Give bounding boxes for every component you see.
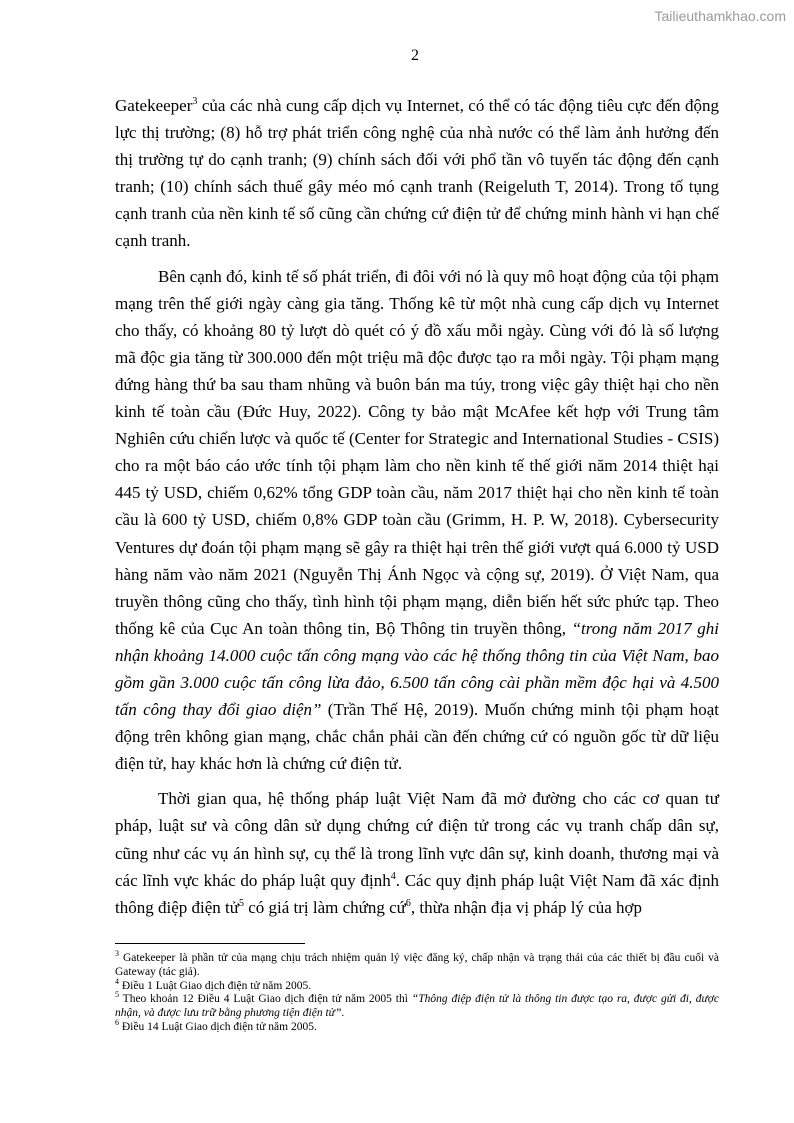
footnote-3-number: 3 [115, 949, 119, 959]
watermark: Tailieuthamkhao.com [654, 8, 786, 24]
footnote-4 [115, 976, 719, 994]
footnote-3 [115, 949, 719, 980]
paragraph-1-lead: Gatekeeper [115, 96, 193, 115]
footnote-ref-5[interactable]: 5 [238, 897, 244, 909]
paragraph-3-text-b: . Các quy định pháp luật Việt Nam đã xác định thông điệp điện tử [115, 870, 719, 917]
footnote-5 [115, 990, 720, 1021]
paragraph-3-text-a: Thời gian qua, hệ thống pháp luật Việt Nam đã mở đường cho các cơ quan tư pháp, luật sư và công dân sử dụng chứng cứ điện tử trong các vụ tranh chấp dân sự, cũng như các vụ án hình sự, cụ thể là trong lĩnh vực dân sự, kinh doanh, thương mại và các lĩnh vực khác do pháp luật quy định [115, 789, 719, 890]
paragraph-3-text-c: có giá trị làm chứng cứ [243, 897, 406, 917]
paragraph-2-text: Bên cạnh đó, kinh tế số phát triển, đi đôi với nó là quy mô hoạt động của tội phạm mạng trên thế giới ngày càng gia tăng. Thống kê từ một nhà cung cấp dịch vụ Internet cho thấy, có khoảng 80 tỷ lượt dò quét có ý đồ xấu mỗi ngày. Cùng với đó là số lượng mã độc gia tăng từ 300.000 đến một triệu mã độc được tạo ra mỗi ngày. Tội phạm mạng đứng hàng thứ ba sau tham nhũng và buôn bán ma túy, trong việc gây thiệt hại cho nền kinh tế toàn cầu (Đức Huy, 2022). Công ty bảo mật McAfee kết hợp với Trung tâm Nghiên cứu chiến lược và quốc tế (Center for Strategic and International Studies - CSIS) cho ra một báo cáo ước tính tội phạm làm cho nền kinh tế thế giới năm 2014 thiệt hại 445 tỷ USD, chiếm 0,62% tổng GDP toàn cầu, năm 2017 thiệt hại cho nền kinh tế toàn cầu là 600 tỷ USD, chiếm 0,8% GDP toàn cầu (Grimm, H. P. W, 2018). Cybersecurity Ventures dự đoán tội phạm mạng sẽ gây ra thiệt hại trên thế giới vượt quá 6.000 tỷ USD hàng năm vào năm 2021 (Nguyễn Thị Ánh Ngọc và cộng sự, 2019). Ở Việt Nam, qua truyền thông cũng cho thấy, tình hình tội phạm mạng, diễn biến hết sức phức tạp. Theo thống kê của Cục An toàn thông tin, Bộ Thông tin truyền thông, [115, 266, 719, 638]
footnote-5-text: Theo khoản 12 Điều 4 Luật Giao dịch điện tử năm 2005 thì [119, 993, 412, 1006]
footnote-ref-6[interactable]: 6 [405, 897, 411, 909]
footnote-6-text: Điều 14 Luật Giao dịch điện tử năm 2005. [119, 1020, 317, 1033]
paragraph-1-text: của các nhà cung cấp dịch vụ Internet, có thể có tác động tiêu cực đến động lực thị trường; (8) hỗ trợ phát triển công nghệ của nhà nước có thể làm ảnh hưởng đến thị trường tự do cạnh tranh; (9) chính sách đối với phổ tần vô tuyến tác động đến cạnh tranh; (10) chính sách thuế gây méo mó cạnh tranh (Reigeluth T, 2014). Trong tố tụng cạnh tranh của nền kinh tế số cũng cần chứng cứ điện tử để chứng minh hành vi hạn chế cạnh tranh. [115, 96, 719, 251]
footnote-separator [115, 943, 305, 944]
footnotes [115, 949, 720, 1035]
page-number: 2 [411, 47, 419, 64]
footnote-5-quote: “Thông điệp điện tử là thông tin được tạo ra, được gửi đi, được nhận, và được lưu trữ bằng phương tiện điện tử” [115, 993, 720, 1020]
document-body [115, 92, 719, 921]
paragraph-2-tail: (Trần Thế Hệ, 2019). Muốn chứng minh tội phạm hoạt động trên không gian mạng, chắc chắn phải cần đến chứng cứ có nguồn gốc từ dữ liệu điện tử, hay khác hơn là chứng cứ điện tử. [115, 700, 719, 774]
paragraph-1 [115, 92, 719, 255]
paragraph-3-text-d: , thừa nhận địa vị pháp lý của hợp [410, 897, 643, 917]
footnote-6-number: 6 [115, 1018, 119, 1028]
footnote-ref-4[interactable]: 4 [390, 870, 396, 882]
footnote-5-number: 5 [115, 990, 119, 1000]
footnote-3-text: Gatekeeper là phần tử của mạng chịu trách nhiệm quản lý việc đăng ký, chấp nhận và trạng thái của các thiết bị đầu cuối và Gateway (tác giả). [115, 952, 719, 978]
paragraph-2 [115, 263, 719, 778]
footnote-ref-3[interactable]: 3 [192, 96, 198, 107]
paragraph-2-quote: “trong năm 2017 ghi nhận khoảng 14.000 cuộc tấn công mạng vào các hệ thống thông tin của Việt Nam, bao gồm gần 3.000 cuộc tấn công lừa đảo, 6.500 tấn công cài phần mềm độc hại và 4.500 tấn công thay đổi giao diện” [115, 618, 719, 720]
footnote-6 [115, 1018, 719, 1035]
footnote-4-number: 4 [115, 976, 119, 986]
footnote-4-text: Điều 1 Luật Giao dịch điện tử năm 2005. [119, 979, 312, 992]
footnote-5-end: . [341, 1007, 345, 1020]
paragraph-3 [115, 785, 719, 920]
